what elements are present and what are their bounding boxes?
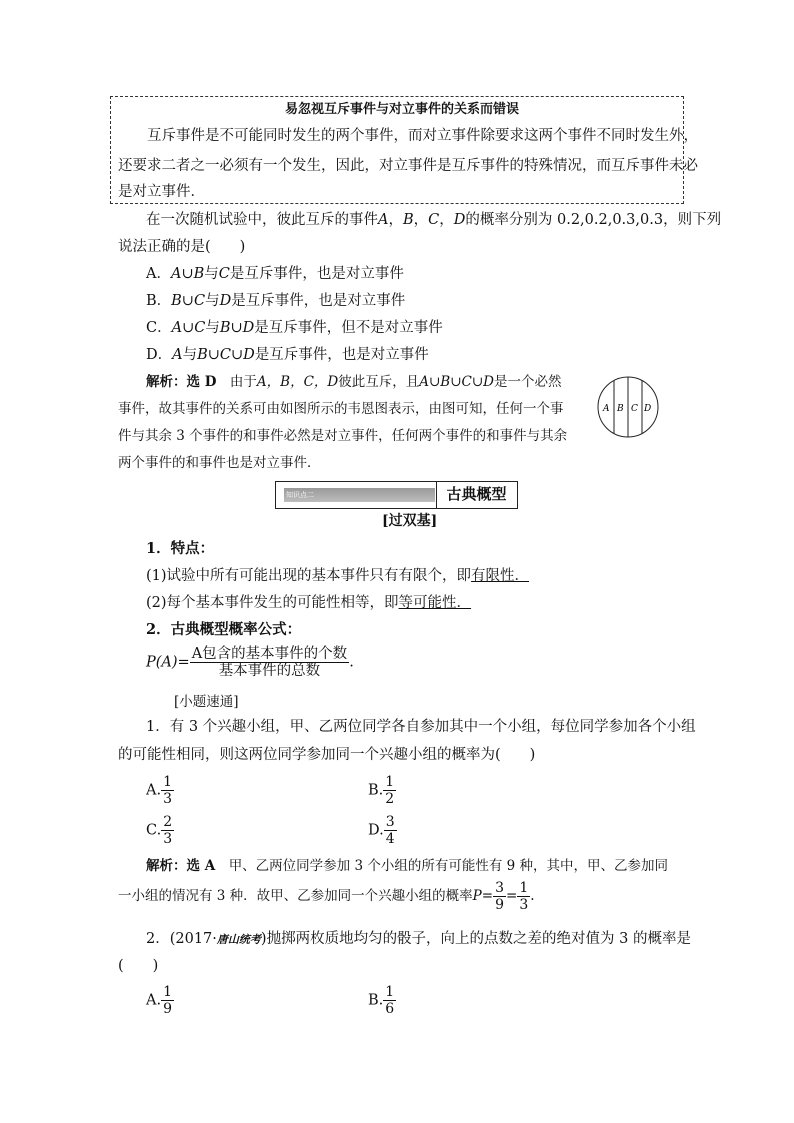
q1-solution-line-2: 一小组的情况有 3 种．故甲、乙参加同一个兴趣小组的概率P= $\frac{3}{9}$ = $\frac{1}{3}$ . (118, 880, 535, 913)
feature-2: (2)每个基本事件发生的可能性相等，即等可能性． (146, 595, 472, 611)
probability-formula: P(A)= $\frac{\text{A包含的基本事件的个数}}{\text{基本事件的总数}}$ . (146, 646, 354, 679)
formula-heading: 2．古典概型概率公式： (146, 621, 302, 638)
venn-label-d: D (644, 404, 652, 414)
q1-line-2: 的可能性相同，则这两位同学参加同一个兴趣小组的概率为( ) (118, 747, 536, 763)
q1-solution-line-1: 解析：选 A 甲、乙两位同学参加 3 个小组的所有可能性有 9 种，其中，甲、乙参加同 (146, 858, 669, 874)
q1-option-a: A. $\frac{1}{3}$ (146, 774, 173, 807)
q0-stem-line-2: 说法正确的是( ) (118, 239, 246, 255)
knowledge-subtitle: [过双基] (382, 513, 438, 529)
event-d: D (453, 212, 466, 228)
q0-solution-line-1: 解析：选 D 由于A，B，C，D彼此互斥，且A∪B∪C∪D是一个必然 (146, 374, 562, 390)
feature-heading: 1．特点： (146, 540, 215, 557)
note-title: 易忽视互斥事件与对立事件的关系而错误 (285, 102, 520, 117)
event-b: B (402, 212, 414, 228)
venn-diagram (596, 375, 660, 439)
knowledge-tag-bar: 知识点二 (284, 488, 435, 502)
q1-option-c: C. $\frac{2}{3}$ (146, 814, 173, 847)
q0-option-a: A．A∪B与C是互斥事件，也是对立事件 (146, 266, 404, 282)
q2-option-b: B. $\frac{1}{6}$ (368, 984, 395, 1017)
practice-header: [小题速通] (174, 694, 239, 710)
q0-option-b: B．B∪C与D是互斥事件，也是对立事件 (146, 293, 406, 309)
q0-option-c: C．A∪C与B∪D是互斥事件，但不是对立事件 (146, 320, 443, 336)
q1-option-d: D. $\frac{3}{4}$ (368, 814, 395, 847)
note-line-1: 互斥事件是不可能同时发生的两个事件，而对立事件除要求这两个事件不同时发生外， (147, 128, 698, 144)
q0-option-d: D．A与B∪C∪D是互斥事件，也是对立事件 (146, 347, 429, 363)
q2-line-2: ( ) (118, 958, 159, 974)
note-line-3: 是对立事件． (118, 184, 205, 200)
q1-line-1: 1．有 3 个兴趣小组，甲、乙两位同学各自参加其中一个小组，每位同学参加各个小组 (146, 719, 696, 735)
q2-option-a: A. $\frac{1}{9}$ (146, 984, 173, 1017)
q0-solution-line-4: 两个事件的和事件也是对立事件． (118, 455, 321, 471)
q1-option-b: B. $\frac{1}{2}$ (368, 774, 395, 807)
q2-line-1: 2．(2017·唐山统考)抛掷两枚质地均匀的骰子，向上的点数之差的绝对值为 3 的概率是 (146, 931, 692, 947)
event-c: C (428, 212, 440, 228)
q0-stem-line-1: 在一次随机试验中，彼此互斥的事件A，B，C，D的概率分别为 0.2,0.2,0.3,0.3，则下列 (146, 212, 722, 228)
note-line-2: 还要求二者之一必须有一个发生，因此，对立事件是互斥事件的特殊情况，而互斥事件未必 (118, 158, 698, 174)
knowledge-point-header (275, 481, 518, 509)
venn-label-a: A (603, 404, 610, 414)
event-a: A (378, 212, 389, 228)
venn-label-c: C (631, 404, 638, 414)
formula-numerator: A包含的基本事件的个数 (191, 646, 348, 662)
feature-1: (1)试验中所有可能出现的基本事件只有有限个，即有限性． (146, 568, 530, 584)
formula-denominator: 基本事件的总数 (218, 663, 321, 679)
q0-solution-line-2: 事件，故其事件的关系可由如图所示的韦恩图表示，由图可知，任何一个事 (118, 401, 564, 417)
venn-label-b: B (617, 404, 624, 414)
q0-solution-line-3: 件与其余 3 个事件的和事件必然是对立事件，任何两个事件的和事件与其余 (118, 428, 568, 444)
knowledge-title: 古典概型 (446, 485, 507, 503)
